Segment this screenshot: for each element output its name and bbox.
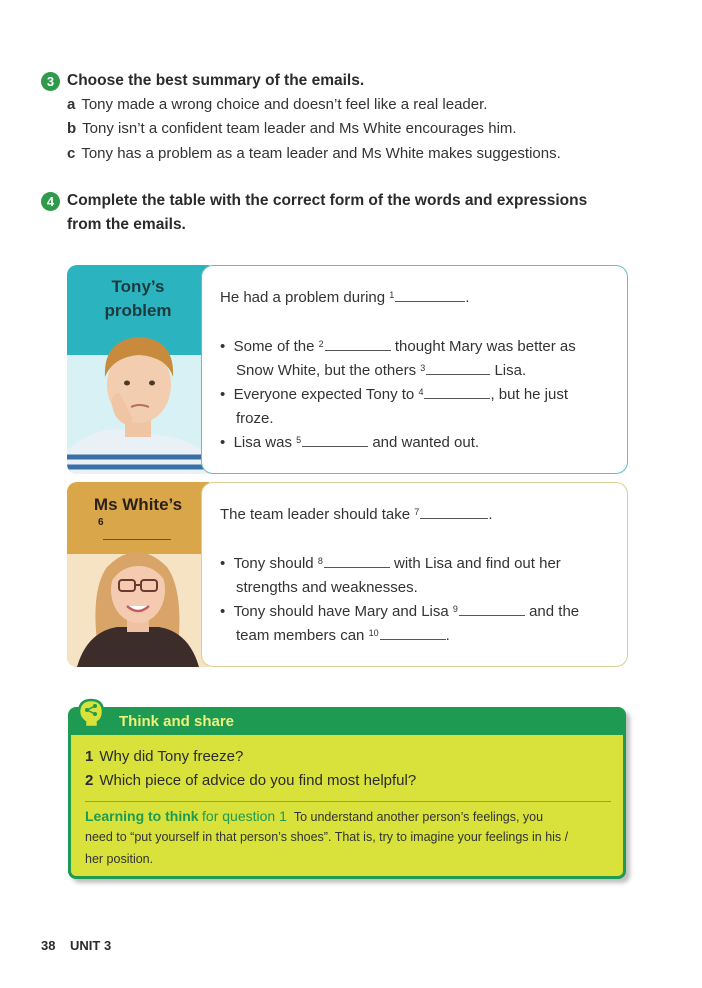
bullet-text: Some of the	[233, 338, 315, 355]
blank-number: 7	[414, 507, 420, 517]
q2	[85, 772, 416, 789]
tony-heading-panel	[67, 265, 209, 474]
white-bullet-2-line2: team members can $^{10}$ .	[236, 627, 450, 644]
divider	[85, 801, 611, 802]
blank-1[interactable]	[395, 287, 465, 302]
tony-heading-line1: Tony’s	[111, 277, 165, 296]
learning-to-think-line2: need to “put yourself in that person’s shoes”. That is, try to imagine your feelings in his /	[85, 830, 569, 844]
tony-bullet-3: • Lisa was $^5$ and wanted out.	[220, 434, 480, 451]
blank-7[interactable]	[420, 504, 488, 519]
option-letter: b	[67, 120, 77, 137]
q1-text: Why did Tony freeze?	[99, 748, 244, 765]
think-and-share-box	[68, 707, 626, 879]
page-number: 38	[41, 938, 56, 953]
blank-2[interactable]	[325, 336, 391, 351]
q1	[85, 748, 243, 765]
ltt-for: for question 1	[202, 808, 287, 824]
bullet-text: team members can	[236, 627, 365, 644]
bullet-text: , but he just	[490, 386, 569, 403]
blank-number: 8	[317, 556, 323, 566]
option-a	[67, 95, 487, 115]
white-bullet-1: • Tony should $^8$ with Lisa and find out her	[220, 555, 561, 572]
unit-label: UNIT 3	[70, 938, 112, 953]
white-heading: Ms White’s	[93, 495, 183, 514]
option-letter: a	[67, 96, 76, 113]
question-4-title-line2: from the emails.	[67, 216, 186, 233]
tony-bullet-2: • Everyone expected Tony to $^4$ , but he just	[220, 386, 569, 403]
blank-8[interactable]	[324, 553, 390, 568]
option-text: Tony isn’t a confident team leader and Ms White encourages him.	[82, 120, 517, 137]
question-3-title: Choose the best summary of the emails.	[67, 72, 365, 89]
ltt-text: To understand another person’s feelings, you	[293, 810, 544, 824]
white-bullet-2: • Tony should have Mary and Lisa $^9$ and the	[220, 603, 580, 620]
question-number-badge: 4	[41, 192, 60, 211]
bullet-text: Tony should	[233, 555, 314, 572]
blank-9[interactable]	[459, 601, 525, 616]
question-number-badge: 3	[41, 72, 60, 91]
q2-text: Which piece of advice do you find most helpful?	[99, 772, 417, 789]
option-text: Tony made a wrong choice and doesn’t feel like a real leader.	[81, 96, 488, 113]
question-4-title-line1: Complete the table with the correct form of the words and expressions	[67, 192, 588, 209]
white-bullet-1-line2: strengths and weaknesses.	[236, 579, 418, 596]
bullet-text: and wanted out.	[372, 434, 480, 451]
option-b	[67, 119, 517, 139]
tony-bullet-1-line2	[236, 359, 526, 383]
blank-5[interactable]	[302, 432, 368, 447]
tony-intro: He had a problem during $^1$ .	[220, 289, 470, 306]
think-head-icon	[76, 697, 106, 729]
option-letter: c	[67, 145, 76, 162]
bullet-text: Snow White, but the others	[236, 362, 417, 379]
blank-10[interactable]	[380, 625, 446, 640]
intro-text: The team leader should take	[220, 506, 411, 523]
tony-heading-line2: problem	[104, 301, 172, 320]
intro-text: He had a problem during	[220, 289, 386, 306]
bullet-text: Lisa was	[233, 434, 292, 451]
blank-number: 10	[368, 628, 379, 638]
option-text: Tony has a problem as a team leader and Ms White makes suggestions.	[81, 145, 561, 162]
blank-4[interactable]	[424, 384, 490, 399]
learning-to-think-line3: her position.	[85, 852, 154, 866]
blank-number: 4	[418, 387, 424, 397]
blank-number: 5	[296, 435, 302, 445]
think-and-share-header	[71, 710, 623, 735]
learning-to-think-line1	[85, 808, 543, 824]
think-and-share-title: Think and share	[119, 713, 235, 730]
q2-number: 2	[85, 772, 94, 789]
blank-number: 1	[389, 290, 395, 300]
blank-number: 2	[318, 339, 324, 349]
bullet-text: with Lisa and find out her	[394, 555, 561, 572]
white-intro: The team leader should take $^7$ .	[220, 506, 493, 523]
blank-6[interactable]	[103, 525, 171, 540]
blank-number: 9	[452, 604, 458, 614]
bullet-text: Lisa.	[494, 362, 527, 379]
white-heading-number: 6	[98, 517, 104, 528]
white-heading-panel	[67, 482, 209, 667]
tony-bullet-1: • Some of the $^2$ thought Mary was better as	[220, 338, 576, 355]
option-c	[67, 144, 561, 164]
q1-number: 1	[85, 748, 94, 765]
bullet-text: thought Mary was better as	[394, 338, 576, 355]
tony-bullet-2-line2: froze.	[236, 410, 274, 427]
bullet-text: and the	[529, 603, 580, 620]
blank-number: 3	[420, 363, 426, 373]
bullet-text: Everyone expected Tony to	[233, 386, 415, 403]
ltt-label: Learning to think	[85, 808, 199, 824]
bullet-text: Tony should have Mary and Lisa	[233, 603, 449, 620]
blank-3[interactable]	[426, 360, 490, 375]
